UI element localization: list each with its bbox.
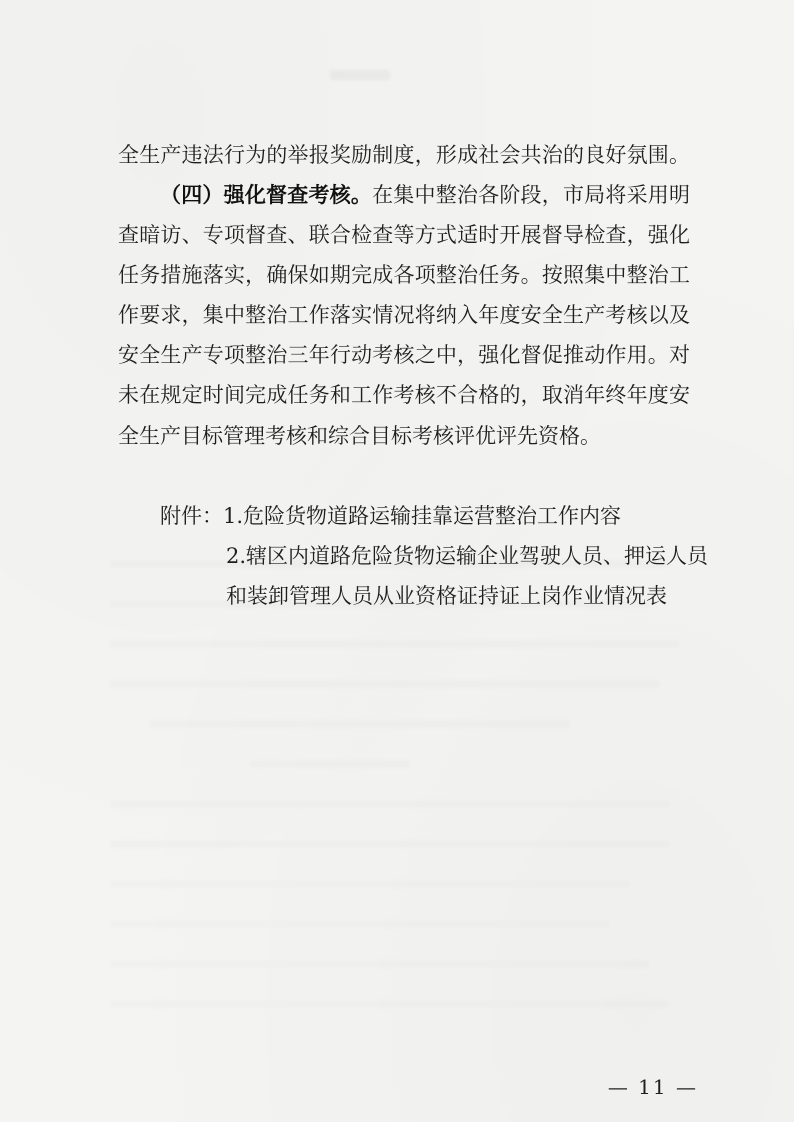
section4-line: 作要求，集中整治工作落实情况将纳入年度安全生产考核以及 bbox=[118, 303, 690, 327]
section4-heading: （四）强化督查考核。 bbox=[160, 182, 373, 207]
section4-line: 未在规定时间完成任务和工作考核不合格的，取消年终年度安 bbox=[118, 383, 690, 407]
scan-artifact-bleed bbox=[110, 840, 670, 848]
attachments-label: 附件： bbox=[160, 504, 223, 528]
section4-first-line-text: 在集中整治各阶段，市局将采用明 bbox=[372, 183, 691, 207]
attachment-item-2-line-1: 2.辖区内道路危险货物运输企业驾驶人员、押运人员 bbox=[226, 544, 709, 568]
section4-line: 全生产目标管理考核和综合目标考核评优评先资格。 bbox=[118, 424, 601, 448]
section4-line: 任务措施落实，确保如期完成各项整治任务。按照集中整治工 bbox=[118, 263, 690, 287]
section4-first-line bbox=[160, 175, 690, 215]
scan-artifact-bleed bbox=[110, 680, 660, 688]
scan-artifact-header bbox=[330, 70, 390, 80]
scan-artifact-bleed bbox=[110, 640, 680, 648]
scan-artifact-bleed bbox=[110, 920, 610, 928]
scan-artifact-bleed bbox=[110, 960, 650, 968]
scan-artifact-bleed bbox=[110, 800, 670, 808]
page-number: — 11 — bbox=[607, 1075, 698, 1099]
scan-artifact-bleed bbox=[250, 760, 410, 768]
section4-line: 查暗访、专项督查、联合检查等方式适时开展督导检查，强化 bbox=[118, 223, 690, 247]
section4-line: 安全生产专项整治三年行动考核之中，强化督促推动作用。对 bbox=[118, 343, 690, 367]
scan-artifact-bleed bbox=[110, 880, 630, 888]
attachment-item-1: 1.危险货物道路运输挂靠运营整治工作内容 bbox=[223, 504, 622, 528]
attachments-first-line bbox=[160, 496, 621, 536]
paragraph-line: 全生产违法行为的举报奖励制度，形成社会共治的良好氛围。 bbox=[118, 143, 690, 167]
attachment-item-2-line-2: 和装卸管理人员从业资格证持证上岗作业情况表 bbox=[226, 584, 667, 608]
scan-artifact-bleed bbox=[150, 720, 570, 728]
scan-artifact-bleed bbox=[110, 1000, 670, 1008]
